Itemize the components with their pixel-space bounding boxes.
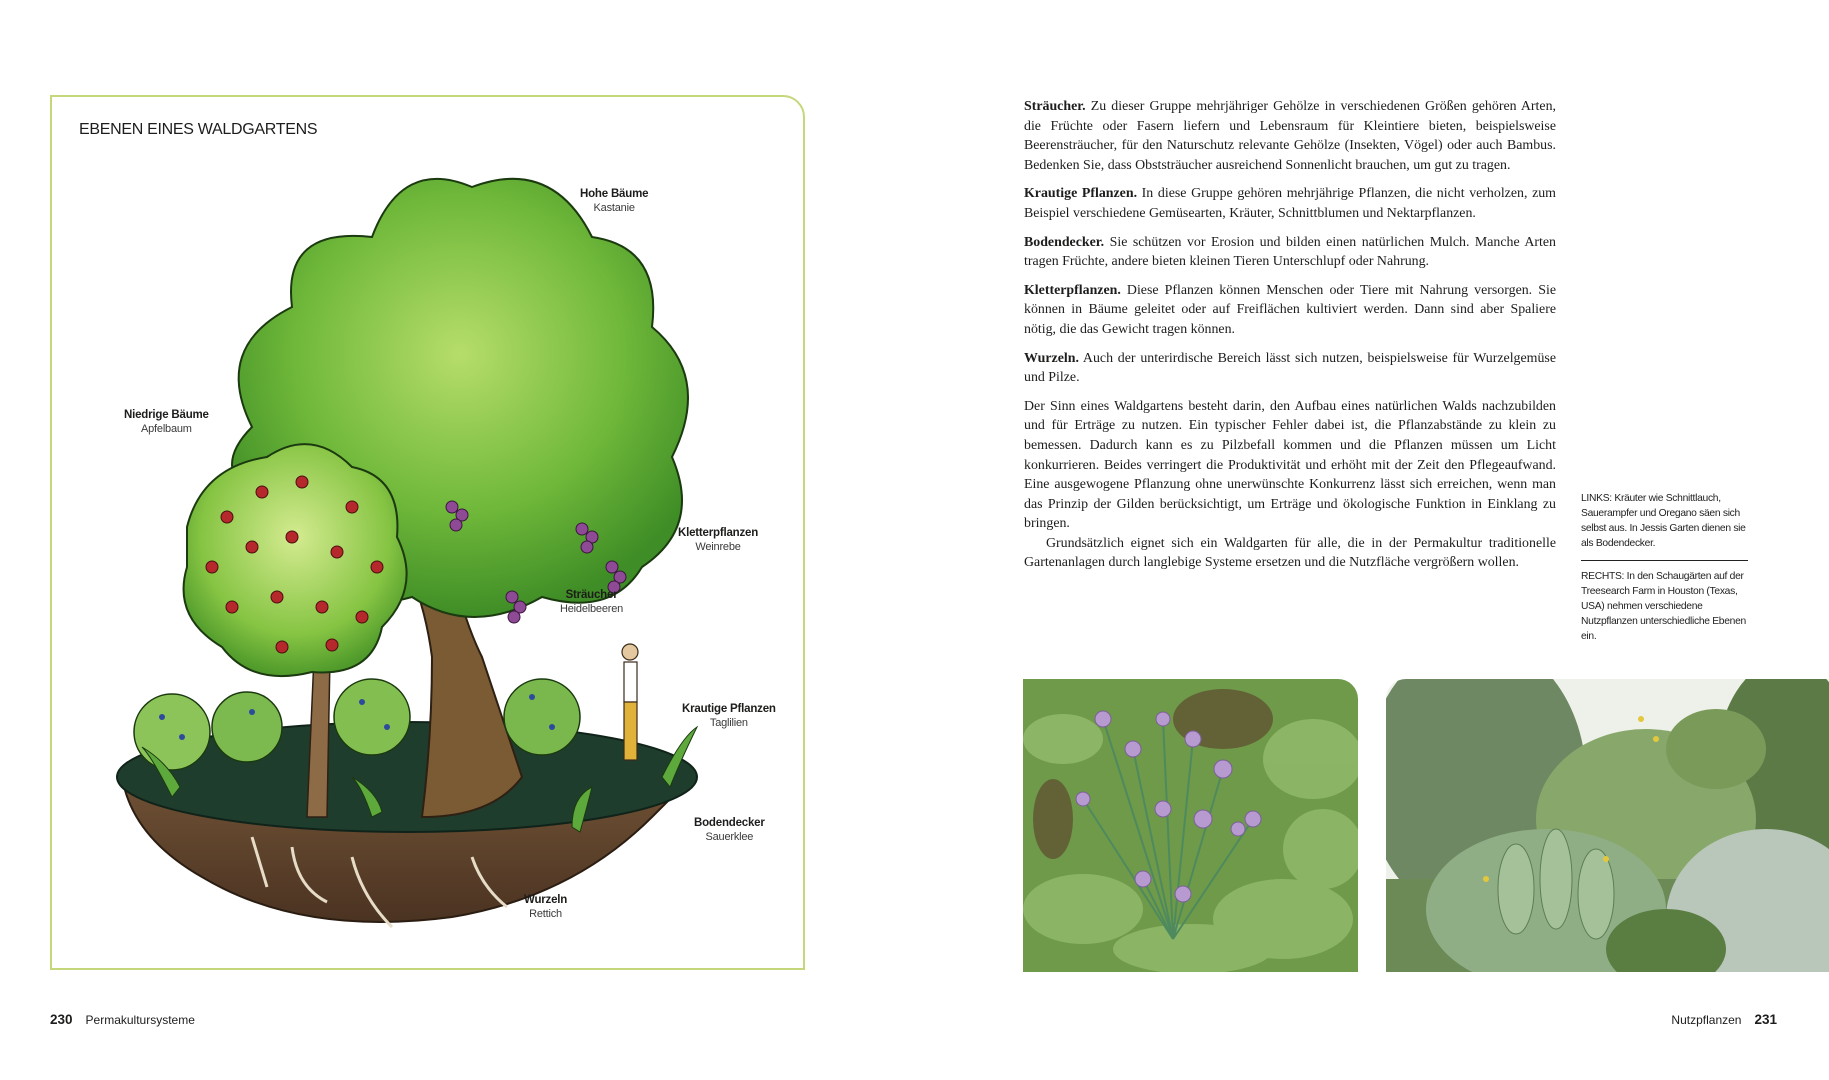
photo-captions [1581, 491, 1748, 644]
label-heading: Bodendecker [694, 817, 765, 829]
paragraph-lead: Bodendecker. [1024, 234, 1105, 250]
paragraph-kletterpflanzen [1024, 281, 1556, 340]
label-example: Kastanie [593, 202, 635, 214]
paragraph-waldgarten-eignung: Grundsätzlich eignet sich ein Waldgarten für alle, die in der Permakultur traditionelle Gartenanlagen durch langlebige Systeme ersetzen und die Nutzfläche vergrößern wollen. [1024, 535, 1556, 571]
label-krautige-pflanzen [682, 702, 776, 730]
paragraph-lead: Sträucher. [1024, 99, 1086, 114]
section-title-right: Nutzpflanzen [1671, 1013, 1742, 1027]
label-hohe-baeume [580, 187, 648, 215]
caption-right: RECHTS: In den Schaugärten auf der Treesearch Farm in Houston (Texas, USA) nehmen verschiedene Nutzpflanzen unterschiedliche Ebenen ein. [1581, 571, 1746, 642]
paragraph-text: Zu dieser Gruppe mehrjähriger Gehölze in verschiedenen Größen gehören Arten, die Früchte oder Fasern liefern und Lebensraum für Kleintiere bieten, beispielsweise Beerensträucher, für den Naturschutz relevante Gehölze (Insekten, Vögel) oder auch Bambus. Bedenken Sie, dass Obststräucher ausreichend Sonnenlicht brauchen, um gut zu tragen. [1024, 99, 1556, 173]
body-text [1024, 97, 1556, 573]
paragraph-straeucher [1024, 97, 1556, 175]
label-heading: Wurzeln [524, 894, 568, 906]
label-kletterpflanzen [678, 526, 758, 554]
label-example: Heidelbeeren [560, 603, 624, 615]
paragraph-krautige-pflanzen [1024, 184, 1556, 223]
chives-herb-groundcover-photo [1023, 679, 1358, 972]
label-niedrige-baeume [124, 408, 209, 436]
label-wurzeln [524, 893, 567, 921]
section-title-left: Permakultursysteme [85, 1013, 195, 1027]
treesearch-farm-garden-layers-photo [1386, 679, 1829, 972]
paragraph-wurzeln [1024, 349, 1556, 388]
page-number-left: 230 [50, 1012, 73, 1027]
label-heading: Krautige Pflanzen [682, 703, 776, 715]
paragraph-lead: Wurzeln. [1024, 350, 1079, 366]
label-bodendecker [694, 816, 765, 844]
label-heading: Sträucher [565, 589, 618, 601]
label-example: Sauerklee [705, 831, 754, 843]
paragraph-text: Auch der unterirdische Bereich lässt sich nutzen, beispielsweise für Wurzelgemüse und Pilze. [1024, 350, 1556, 386]
label-heading: Niedrige Bäume [124, 409, 209, 421]
label-heading: Kletterpflanzen [678, 527, 759, 539]
footer-right [1671, 1012, 1777, 1027]
label-example: Apfelbaum [140, 423, 192, 435]
footer-left [50, 1012, 195, 1027]
page-number-right: 231 [1754, 1012, 1777, 1027]
paragraph-text: Diese Pflanzen können Menschen oder Tiere mit Nahrung versorgen. Sie können in Bäume geleitet oder auf Freiflächen kultiviert werden. Dann sind aber Spaliere nötig, die das Gewicht tragen können. [1024, 282, 1556, 337]
paragraph-waldgarten-sinn: Der Sinn eines Waldgartens besteht darin, den Aufbau eines natürlichen Walds nachzubilden und für Erträge zu nutzen. Ein typischer Fehler dabei ist, die Pflanzabstände zu klein zu bemessen. Dadurch kann es zu Pilzbefall kommen und die Pflanzen müssen um Licht konkurrieren. Beides verringert die Produktivität und erhöht mit der Zeit den Pflegeaufwand. Eine ausgewogene Pflanzung ohne unerwünschte Konkurrenz lässt sich erreichen, wenn man das Prinzip der Gilden berücksichtigt, um Erträge und ökologische Funktion in Einklang zu bringen. [1024, 398, 1556, 532]
paragraph-text: In diese Gruppe gehören mehrjährige Pflanzen, die nicht verholzen, zum Beispiel verschiedene Gemüsearten, Kräuter, Schnittblumen und Nektarpflanzen. [1024, 186, 1556, 221]
caption-left: LINKS: Kräuter wie Schnittlauch, Sauerampfer und Oregano säen sich selbst aus. In Jessis Garten dienen sie als Bodendecker. [1581, 493, 1746, 549]
caption-divider [1581, 560, 1748, 561]
paragraph-bodendecker [1024, 233, 1556, 272]
paragraph-lead: Krautige Pflanzen. [1024, 186, 1138, 202]
label-example: Taglilien [709, 717, 748, 729]
label-straeucher [560, 588, 623, 616]
label-heading: Hohe Bäume [580, 188, 649, 200]
label-example: Rettich [529, 908, 562, 920]
figure-frame [50, 95, 805, 970]
paragraph-lead: Kletterpflanzen. [1024, 282, 1121, 298]
figure-title: EBENEN EINES WALDGARTENS [79, 121, 318, 138]
label-example: Weinrebe [695, 541, 741, 553]
paragraph-text: Sie schützen vor Erosion und bilden einen natürlichen Mulch. Manche Arten tragen Früchte, andere bieten kleinen Tieren Unterschlupf oder Nahrung. [1024, 234, 1556, 270]
